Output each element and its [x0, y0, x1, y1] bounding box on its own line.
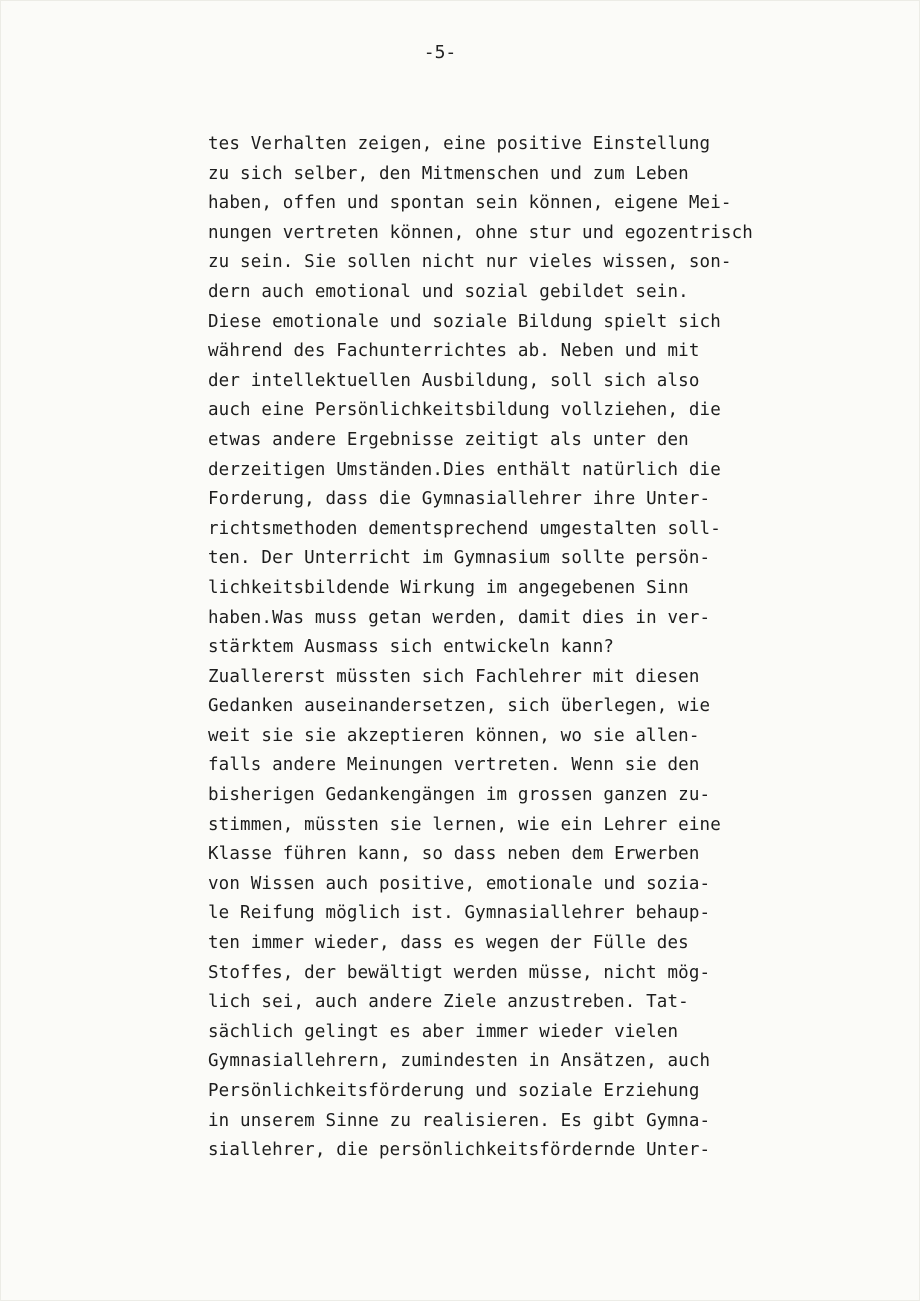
text-line: [208, 189, 848, 219]
text-segment: zu sich selber, den Mitmenschen und zum Leben: [208, 163, 689, 184]
text-segment: Zuallererst müssten sich Fachlehrer mit diesen: [208, 666, 700, 687]
text-line: [208, 456, 848, 486]
text-segment: dern auch emotional und sozial gebildet sein.: [208, 281, 689, 302]
text-segment: lich sei, auch andere Ziele anzustreben. Tat-: [208, 992, 689, 1013]
text-line: [208, 988, 848, 1018]
text-segment: etwas andere Ergebnisse zeitigt als unter den: [208, 429, 689, 450]
text-line: [208, 485, 848, 515]
underlined-text: lernen, wie ein Lehrer eine: [432, 814, 721, 835]
text-line: [208, 870, 848, 900]
text-segment: Gedanken auseinandersetzen, sich überlegen, wie: [208, 696, 711, 717]
text-segment: derzeitigen Umständen.Dies enthält natürlich die: [208, 459, 721, 480]
text-segment: nungen vertreten können, ohne stur und egozentrisch: [208, 222, 753, 243]
text-line: [208, 337, 848, 367]
text-segment: zu sein. Sie sollen nicht nur vieles wissen, son-: [208, 252, 732, 273]
text-segment: in unserem Sinne zu realisieren. Es gibt Gymna-: [208, 1110, 711, 1131]
text-segment: . Gymnasiallehrer behaup-: [443, 903, 711, 924]
underlined-text: während des Fachunterrichtes ab: [208, 341, 540, 362]
text-segment: lichkeitsbildende Wirkung im angegebenen Sinn: [208, 577, 689, 598]
text-segment: der intellektuellen Ausbildung, soll sich also: [208, 370, 700, 391]
text-line: [208, 692, 848, 722]
text-line: [208, 544, 848, 574]
text-line: [208, 663, 848, 693]
text-line: [208, 929, 848, 959]
text-line: [208, 633, 848, 663]
underlined-text: Diese emotionale und soziale Bildung spielt sich: [208, 311, 721, 332]
text-line: [208, 160, 848, 190]
text-line: [208, 1047, 848, 1077]
text-line: [208, 722, 848, 752]
text-segment: weit sie sie akzeptieren können, wo sie allen-: [208, 725, 700, 746]
text-line: [208, 130, 848, 160]
text-segment: ten. Der Unterricht im Gymnasium sollte persön-: [208, 548, 711, 569]
text-line: [208, 899, 848, 929]
underlined-text: von Wissen auch positive, emotionale und sozia-: [208, 873, 711, 894]
text-line: [208, 959, 848, 989]
text-line: [208, 308, 848, 338]
text-segment: falls andere Meinungen vertreten. Wenn sie den: [208, 755, 700, 776]
body-text: [208, 130, 848, 1166]
text-segment: Stoffes, der bewältigt werden müsse, nicht mög-: [208, 962, 711, 983]
page-number: -5-: [423, 42, 457, 63]
text-segment: haben.Was muss getan werden, damit dies in ver-: [208, 607, 711, 628]
text-segment: sächlich gelingt es aber immer wieder vielen: [208, 1021, 679, 1042]
text-line: [208, 604, 848, 634]
text-line: [208, 367, 848, 397]
text-line: [208, 811, 848, 841]
text-segment: richtsmethoden dementsprechend umgestalten soll-: [208, 518, 721, 539]
text-segment: . Neben und mit: [539, 341, 700, 362]
text-segment: haben, offen und spontan sein können, eigene Mei-: [208, 193, 732, 214]
text-line: [208, 278, 848, 308]
text-line: [208, 1018, 848, 1048]
text-line: [208, 574, 848, 604]
text-line: [208, 751, 848, 781]
text-line: [208, 840, 848, 870]
text-line: [208, 219, 848, 249]
text-line: [208, 1136, 848, 1166]
text-segment: bisherigen Gedankengängen im grossen ganzen zu-: [208, 785, 711, 806]
text-segment: Persönlichkeitsförderung und soziale Erziehung: [208, 1081, 700, 1101]
text-segment: stärktem Ausmass sich entwickeln kann?: [208, 637, 615, 658]
text-line: [208, 1077, 848, 1107]
text-line: [208, 248, 848, 278]
text-segment: Gymnasiallehrern, zumindesten in Ansätzen, auch: [208, 1051, 711, 1072]
text-segment: stimmen, müssten sie: [208, 814, 433, 835]
underlined-text: le Reifung möglich ist: [208, 903, 444, 924]
text-line: [208, 515, 848, 545]
text-line: [208, 426, 848, 456]
text-segment: Forderung, dass die Gymnasiallehrer ihre Unter-: [208, 489, 711, 510]
text-segment: tes Verhalten zeigen, eine positive Einstellung: [208, 134, 711, 154]
text-segment: siallehrer, die persönlichkeitsfördernde Unter-: [208, 1140, 711, 1161]
text-segment: ten immer wieder, dass es wegen der Fülle des: [208, 933, 689, 954]
underlined-text: Klasse führen kann, so dass neben dem Erwerben: [208, 844, 700, 865]
text-segment: auch eine Persönlichkeitsbildung vollziehen, die: [208, 400, 721, 421]
text-line: [208, 396, 848, 426]
text-line: [208, 781, 848, 811]
text-line: [208, 1107, 848, 1137]
